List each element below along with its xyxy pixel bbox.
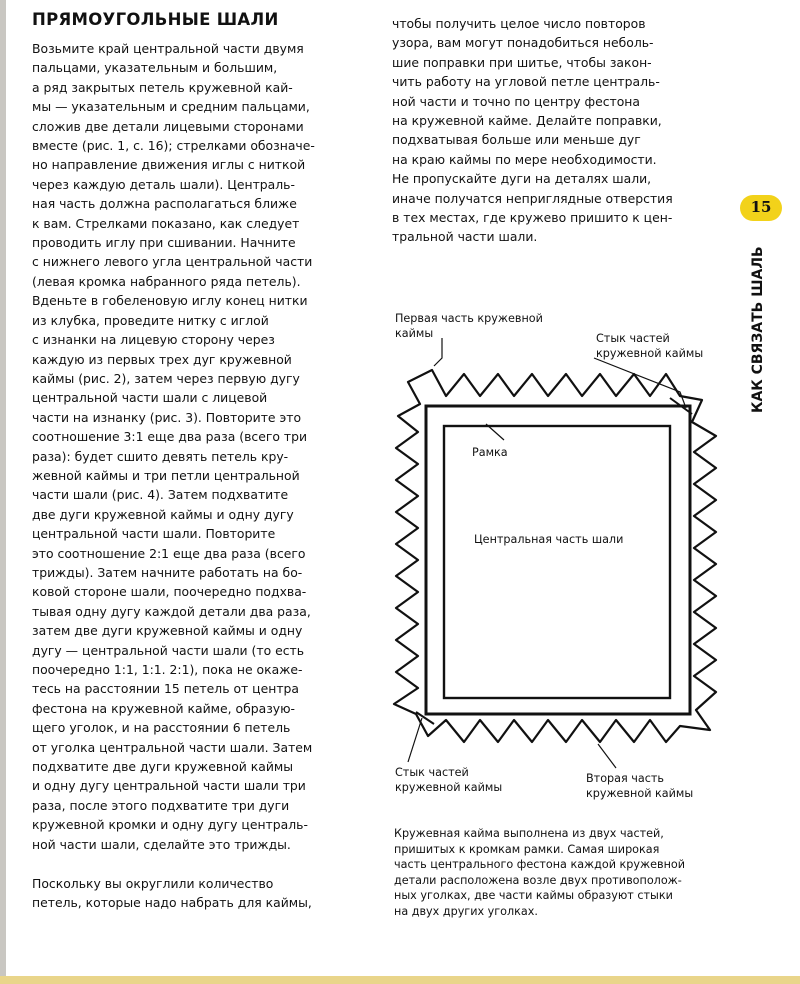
label-first-part-line1: Первая часть кружевной	[395, 312, 543, 325]
page-edge	[0, 0, 6, 984]
left-column	[32, 10, 367, 913]
instructions-paragraph-2: Поскольку вы округлили количество петель, которые надо набрать для каймы,	[32, 876, 312, 911]
label-joint-bottom-line1: Стык частей	[395, 766, 469, 779]
label-second-part-line2: кружевной каймы	[586, 787, 694, 800]
shawl-diagram	[380, 300, 730, 820]
instructions-paragraph-1: Возьмите край центральной части двумя пальцами, указательным и большим, а ряд закрытых петель кружевной кай- мы — указательным и средним пальцами, сложив две детали лицевыми сторонами вместе (рис. 1, с. 16); стрелками обозначе- но направление движения иглы с ниткой через каждую деталь шали). Централь- ная часть должна располагаться ближе к вам. Стрелками показано, как следует проводить иглу при сшивании. Начните с нижнего левого угла центральной части (левая кромка набранного ряда петель). Вденьте в гобеленовую иглу конец нитки из клубка, проведите нитку с иглой с изнанки на лицевую сторону через каждую из первых трех дуг кружевной каймы (рис. 2), затем через первую дугу центральной части шали с лицевой части на изнанку (рис. 3). Повторите это соотношение 3:1 еще два раза (всего три раза): будет сшито девять петель кру- жевной каймы и три петли центральной части шали (рис. 4). Затем подхватите две дуги кружевной каймы и одну дугу центральной части шали. Повторите это соотношение 2:1 еще два раза (всего трижды). Затем начните работать на бо- ковой стороне шали, поочередно подхва- тывая одну дугу каждой детали два раза, затем две дуги кружевной каймы и одну дугу — центральной части шали (то есть поочередно 1:1, 1:1. 2:1), пока не окаже- тесь на расстоянии 15 петель от центра фестона на кружевной кайме, образую- щего уголок, и на расстоянии 6 петель от уголка центральной части шали. Затем подхватите две дуги кружевной каймы и одну дугу центральной части шали три раза, после этого подхватите три дуги кружевной кромки и одну дугу централь- ной части шали, сделайте это трижды.	[32, 41, 315, 852]
page-title: ПРЯМОУГОЛЬНЫЕ ШАЛИ	[32, 10, 279, 29]
leader-joint-bottom	[408, 718, 422, 762]
label-second-part-line1: Вторая часть	[586, 772, 665, 785]
bottom-color-strip	[0, 976, 800, 984]
label-frame: Рамка	[472, 446, 508, 459]
label-joint-top-line1: Стык частей	[596, 332, 670, 345]
label-joint-top-line2: кружевной каймы	[596, 347, 704, 360]
section-tab	[735, 195, 785, 413]
section-title: КАК СВЯЗАТЬ ШАЛЬ	[750, 246, 766, 413]
instructions-continuation: чтобы получить целое число повторов узора, вам могут понадобиться неболь- шие поправки при шитье, чтобы закон- чить работу на угловой петле централь- ной части и точно по центру фестона на кружевной кайме. Делайте поправки, подхватывая больше или меньше дуг на краю каймы по мере необходимости. Не пропускайте дуги на деталях шали, иначе получатся неприглядные отверстия в тех местах, где кружево пришито к цен- тральной части шали.	[392, 16, 673, 245]
leader-second-part	[598, 744, 616, 768]
label-center: Центральная часть шали	[474, 533, 624, 546]
leader-first-part	[434, 338, 442, 366]
diagram-caption: Кружевная кайма выполнена из двух частей, пришитых к кромкам рамки. Самая широкая часть центрального фестона каждой кружевной детали расположена возле двух противополож- ных уголках, две части каймы образуют стыки на двух других уголках.	[394, 827, 686, 918]
label-joint-bottom-line2: кружевной каймы	[395, 781, 503, 794]
page-number: 15	[750, 198, 772, 216]
frame-inner	[444, 426, 670, 698]
right-column	[392, 14, 722, 247]
label-first-part-line2: каймы	[395, 327, 434, 340]
